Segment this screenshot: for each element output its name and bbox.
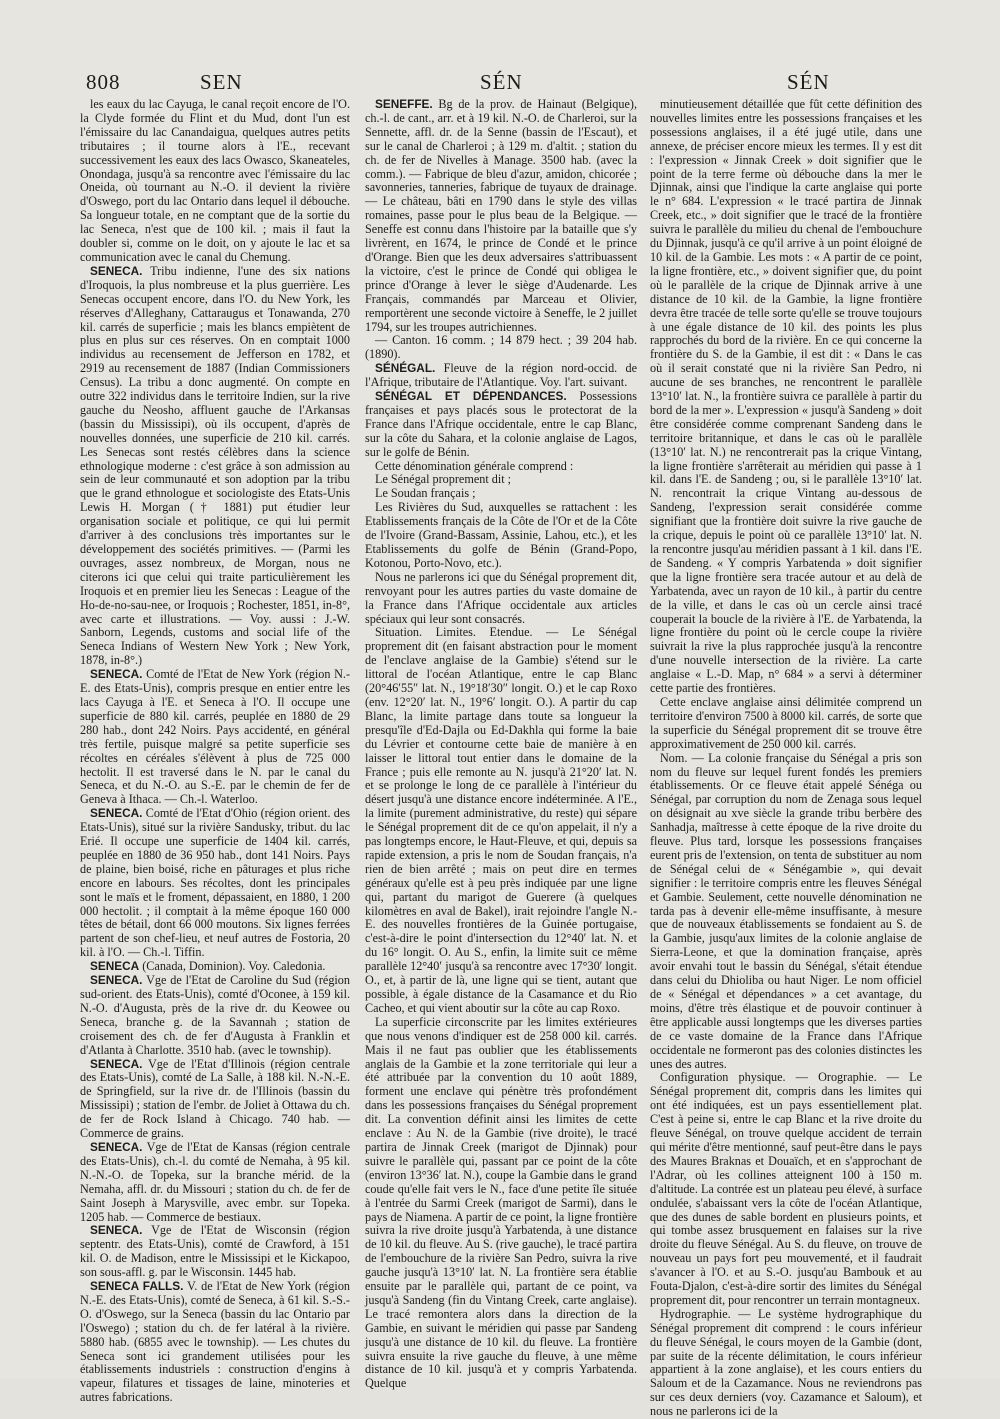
entry-headword: SENECA. (90, 1056, 143, 1071)
entry (365, 460, 637, 474)
entry-text: minutieusement détaillée que fût cette définition des nouvelles limites entre les possessions françaises et les possessions anglaises, il a été jugé utile, dans une annexe, de préciser encore mieux les termes. Il y est dit : l'expression « Jinnak Creek » doit signifier que le point de la terre ferme où débouche dans la mer le Djinnak, ainsi que l'indique la carte anglaise qui porte le n° 684. L'expression « le tracé partira de Jinnak Creek, etc., » doit signifier que le tracé de la frontière suivra le parallèle du milieu du chenal de l'embouchure du Djinnak, jusqu'à ce qu'il arrive à un point éloigné de 10 kil. de la Gambie. Les mots : « A partir de ce point, la ligne frontière, etc., » doivent signifier que, du point où le parallèle de la crique de Djinnak arrive à une distance de 10 kil. de la Gambie, la ligne frontière devra être tracée de telle sorte qu'elle se trouve toujours à une égale distance de 10 kil. des points les plus rapprochés du bord de la rivière. En ce qui concerne la frontière du S. de la Gambie, il est dit : « Dans le cas où il serait constaté que ni la rivière San Pedro, ni aucune de ses branches, ne rencontrent le parallèle 13°10′ lat. N., la frontière suivra ce parallèle à partir du bord de la mer ». L'expression « jusqu'à Sandeng » doit être considérée comme comprenant Sandeng dans le territoire britannique, et dans le cas où le parallèle (13°10′ lat. N.) ne rencontrerait pas la crique Vintang, la ligne frontière s'arrêterait au méridien qui passe à 1 kil. dans l'E. de Sandeng ; ou, si le parallèle 13°10′ lat. N. rencontrait la crique Vintang au-dessous de Sandeng, l'expression serait considérée comme signifiant que la frontière doit suivre la rive gauche de la crique, depuis le point où ce parallèle 13°10′ lat. N. la rencontre jusqu'au méridien passant à 1 kil. dans l'E. de Sandeng. « Y compris Yarbatenda » doit signifier que la ligne frontière sera tracée autour et au delà de Yarbatenda, avec un rayon de 10 kil., à partir du centre de la ville, et dans le cas où un cercle ainsi tracé couperait la boucle de la rivière à l'E. de Yarbatenda, la ligne frontière du point où le cercle coupe la rivière suivrait la rive la plus rapprochée jusqu'à la rencontre d'une nouvelle intersection de la rivière. La carte anglaise « L.-D. Map, n° 684 » a servi à déterminer cette partie des frontières. (650, 97, 922, 696)
entry-text: Tribu indienne, l'une des six nations d'Iroquois, la plus nombreuse et la plus guerrière. Les Senecas occupent encore, dans l'O. du New York, les réserves d'Alleghany, Cattaraugus et Tonawanda, 270 kil. carrés de superficie ; mais les blancs empiètent de plus en plus sur ces réserves. On en comptait 1000 individus au recensement de Jefferson en 1782, et 2919 au recensement de 1887 (Indian Commissioners Census). La tribu a donc augmenté. On compte en outre 322 individus dans le territoire Indien, sur la rive gauche du Neosho, affluent gauche de l'Arkansas (bassin du Mississipi), où ils occupent, d'après de nouvelles données, une superficie de 210 kil. carrés. Les Senecas sont restés célèbres dans la science ethnologique moderne : c'est grâce à son admission au sein de leur communauté et son adoption par la tribu que le grand ethnologue et sociologiste des Etats-Unis Lewis H. Morgan († 1881) put étudier leur organisation sociale et politique, ce qui lui permit d'arriver à des conclusions très importantes sur le développement des sociétés primitives. — (Parmi les ouvrages, assez nombreux, de Morgan, nous ne citerons ici que celui qui traite particulièrement les Iroquois et en premier lieu les Senecas : League of the Ho-de-no-sau-nee, or Iroquois ; Rochester, 1851, in-8°, avec carte et illustrations. — Voy. aussi : J.-W. Sanborn, Legends, customs and social life of the Seneca Indians of Western New York ; New York, 1878, in-8°.) (80, 263, 350, 668)
entry-text: Cette dénomination générale comprend : (375, 458, 574, 473)
entry-headword: SENEFFE. (375, 97, 433, 111)
entry (80, 265, 350, 668)
entry (80, 1141, 350, 1224)
entry (80, 1280, 350, 1405)
entry-text: Nom. — La colonie française du Sénégal a pris son nom du fleuve sur lequel furent fondés les premiers établissements. Or ce fleuve était appelé Sénéga ou Sénégal, par corruption du nom de Zenaga sous lequel on désignait au xve siècle la grande tribu berbère des Sanhadja, maîtresse à cette époque de la rive droite du fleuve. Plus tard, lorsque les possessions françaises eurent pris de l'extension, on tenta de substituer au nom de Sénégal celui de « Sénégambie », qui devait signifier : le territoire compris entre les fleuves Sénégal et Gambie. Seulement, cette nouvelle dénomination ne tarda pas à devenir elle-même insuffisante, à mesure que de nouveaux établissements se fondaient au S. de la Gambie, jusqu'aux limites de la colonie anglaise de Sierra-Leone, et que la domination française, après avoir envahi tout le bassin du Sénégal, s'était étendue dans celui du Dhioliba ou haut Niger. Le nom officiel de « Sénégal et dépendances » a cet avantage, du moins, d'être très élastique et de pouvoir continuer à être applicable aussi longtemps que les diverses parties de ce vaste domaine de la France dans l'Afrique occidentale ne formeront pas des colonies distinctes les unes des autres. (650, 750, 922, 1071)
entry (365, 98, 637, 334)
entry-headword: SÉNÉGAL. (375, 361, 436, 376)
column-3 (650, 97, 922, 1419)
entry-headword: SENECA. (90, 1223, 143, 1238)
entry (365, 626, 637, 1015)
entry-text: Configuration physique. — Orographie. — Le Sénégal proprement dit, compris dans les limites qui ont été indiquées, est un pays essentiellement plat. C'est à peine si, entre le cap Blanc et la rive droite du fleuve Sénégal, on trouve quelque accident de terrain qui mérite d'être mentionné, sauf peut-être dans le pays des Maures Braknas et Douaïch, et en s'approchant de l'Adrar, où les collines atteignent 100 à 150 m. d'altitude. La contrée est un plateau peu élevé, à surface ondulée, s'abaissant vers la côte de l'océan Atlantique, que des dunes de sable bordent en plusieurs points, et qui tombe assez brusquement en falaises sur la rive droite du fleuve Sénégal. Au S. du fleuve, on trouve de nouveau un pays fort peu mouvementé, et il faudrait s'avancer à l'O. et au S.-O. jusqu'au Bambouk et au Fouta-Djalon, c'est-à-dire sortir des limites du Sénégal proprement dit, pour rencontrer un terrain montagneux. (650, 1070, 922, 1307)
header-center-word: SÉN (480, 70, 523, 94)
entry (365, 1016, 637, 1391)
entry-text: Le Soudan français ; (375, 486, 476, 501)
header-left-word: SEN (200, 70, 243, 94)
entry-headword: SENECA. (90, 973, 143, 988)
entry-text: Vge de l'Etat de Caroline du Sud (région sud-orient. des Etats-Unis), comté d'Oconee, à 159 kil. N.-O. d'Augusta, près de la rive dr. du Keowee ou Seneca, branche g. de la Savannah ; station de croisement des ch. de fer d'Augusta à Franklin et d'Atlanta à Charlotte. 3510 hab. (avec le township). (80, 973, 350, 1057)
entry (80, 974, 350, 1057)
entry (650, 696, 922, 752)
entry (365, 334, 637, 362)
entry-headword: SÉNÉGAL ET DÉPENDANCES. (375, 389, 567, 404)
entry (365, 362, 637, 390)
entry (80, 668, 350, 807)
entry-text: Cette enclave anglaise ainsi délimitée comprend un territoire d'environ 7500 à 8000 kil. carrés, de sorte que la superficie du Sénégal proprement dit se trouve être approximativement de 250 000 kil. carrés. (650, 694, 922, 751)
entry (80, 960, 350, 974)
entry (80, 98, 350, 265)
entry-text: Le Sénégal proprement dit ; (375, 472, 512, 487)
entry-text: Vge de l'Etat de Kansas (région centrale des Etats-Unis), ch.-l. du comté de Nemaha, à 95 kil. N.-N.-O. de Topeka, sur la branche mérid. de la Nemaha, affl. dr. du Missouri ; station du ch. de fer de Saint Joseph à Marysville, avec embr. sur Topeka. 1205 hab. — Commerce de bestiaux. (80, 1139, 350, 1224)
entry-text: Vge de l'Etat d'Illinois (région centrale des Etats-Unis), comté de La Salle, à 188 kil. N.-N.-E. de Springfield, sur la rive dr. de l'Illinois (bassin du Mississipi) ; station de l'embr. de Joliet à Ottawa du ch. de fer de Rock Island à Chicago. 740 hab. — Commerce de grains. (80, 1056, 350, 1141)
entry-text: V. de l'Etat de New York (région N.-E. des Etats-Unis), comté de Seneca, à 61 kil. S.-S.-O. d'Oswego, sur la Seneca (bassin du lac Ontario par l'Oswego) ; station du ch. de fer latéral à la rivière. 5880 hab. (6855 avec le township). — Les chutes du Seneca sont ici grandement utilisées pour les établissements industriels : construction d'engins à vapeur, filatures et tissages de laine, minoteries et autres fabrications. (80, 1279, 351, 1405)
entry (650, 1308, 922, 1419)
entry (650, 752, 922, 1072)
entry-text: Bg de la prov. de Hainaut (Belgique), ch.-l. de cant., arr. et à 19 kil. N.-O. de Charleroi, sur la Sennette, affl. dr. de la Senne (bassin de l'Escaut), et sur le canal de Charleroi ; à 129 m. d'altit. ; station du ch. de fer de Nivelles à Manage. 3500 hab. (avec la comm.). — Fabrique de bleu d'azur, amidon, chicorée ; savonneries, tanneries, fabrique de tuyaux de drainage. — Le château, bâti en 1790 dans le style des villas romaines, passe pour le plus beau de la Belgique. — Seneffe est connu dans l'histoire par la bataille que s'y livrèrent, en 1674, le prince de Condé et le prince d'Orange. Bien que les deux adversaires s'attribuassent la victoire, c'est le prince de Condé qui obligea le prince d'Orange à lever le siège d'Audenarde. Les Français, commandés par Marceau et Olivier, remportèrent une seconde victoire à Seneffe, le 2 juillet 1794, sur les troupes autrichiennes. (365, 97, 638, 334)
entry (650, 98, 922, 696)
column-1 (80, 97, 351, 1405)
entry-text: Nous ne parlerons ici que du Sénégal proprement dit, renvoyant pour les autres parties du vaste domaine de la France dans l'Afrique occidentale aux articles spéciaux qui leur sont consacrés. (365, 569, 637, 626)
entry-text: Comté de l'Etat d'Ohio (région orient. des Etats-Unis), situé sur la rivière Sandusky, tribut. du lac Erié. Il occupe une superficie de 1404 kil. carrés, peuplée en 1880 de 36 950 hab., dont 141 Noirs. Pays de plaine, bien boisé, riche en pâturages et plus riche encore en labours. Ses récoltes, dont les principales sont le maïs et le froment, dépassaient, en 1880, 1 200 000 hectolit. ; il comptait à la même époque 160 000 têtes de bétail, dont 66 000 moutons. Six lignes ferrées partent de son chef-lieu, et neuf autres de Fostoria, 20 kil. à l'O. — Ch.-l. Tiffin. (80, 806, 350, 960)
entry-text: Hydrographie. — Le système hydrographique du Sénégal proprement dit comprend : le cours inférieur du fleuve Sénégal, le cours moyen de la Gambie (dont, par suite de la récente délimitation, le cours inférieur appartient à la zone anglaise), et les cours entiers du Saloum et de la Cazamance. Nous ne reviendrons pas sur ces deux derniers (voy. Cazamance et Saloum), et nous ne parlerons ici de la (650, 1306, 922, 1419)
column-2 (365, 97, 638, 1391)
entry-text: Comté de l'Etat de New York (région N.-E. des Etats-Unis), compris presque en entier entre les lacs Cayuga à l'E. et Seneca à l'O. Il occupe une superficie de 880 kil. carrés, peuplée en 1880 de 29 280 hab., dont 242 Noirs. Pays accidenté, en général très fertile, puisque malgré sa petite superficie ses récoltes en céréales s'élèvent à plus de 725 000 hectolit. Il est traversé dans le N. par le canal du Seneca, et du N.-O. au S.-E. par le chemin de fer de Geneva à Ithaca. — Ch.-l. Waterloo. (80, 667, 350, 807)
entry-text: Situation. Limites. Etendue. — Le Sénégal proprement dit (en faisant abstraction pour le moment de l'enclave anglaise de la Gambie) s'étend sur le littoral de l'océan Atlantique, entre le cap Blanc (20°46′55″ lat. N., 19°18′30″ longit. O.) et le cap Roxo (env. 12°20′ lat. N., 19°6′ longit. O.). A partir du cap Blanc, la limite partage dans toute sa longueur la presqu'île d'Ed-Dajla ou Ed-Dakhla qui forme la baie du Lévrier et contourne cette baie de manière à en laisser le littoral tout entier dans le domaine de la France ; puis elle remonte au N. jusqu'à 21°20′ lat. N. et se prolonge le long de ce parallèle à l'intérieur du désert jusqu'à une distance encore indéterminée. A l'E., la limite (purement administrative, du reste) qui sépare le Sénégal proprement dit de ce qu'on appelait, il n'y a pas longtemps encore, le Haut-Fleuve, et qui, depuis sa rapide extension, a pris le nom de Soudan français, n'a rien de bien arrêté ; mais on peut dire en termes généraux qu'elle est à peu près indiquée par une ligne qui, partant du marigot de Guerere (à quelques kilomètres en aval de Bakel), irait rejoindre l'angle N.-E. des nouvelles frontières de la Guinée portugaise, c'est-à-dire le point d'intersection du 12°40′ lat. N. et du 16° longit. O. Au S., enfin, la limite suit ce même parallèle 12°40′ jusqu'à sa rencontre avec 17°30′ longit. O., et, à partir de là, une ligne qui se tient, autant que possible, à égale distance de la Casamance et du Rio Cacheo, et qui vient aboutir sur la côte au cap Roxo. (365, 625, 637, 1015)
entry (365, 487, 637, 501)
entry-text: La superficie circonscrite par les limites extérieures que nous venons d'indiquer est de 258 000 kil. carrés. Mais il ne faut pas oublier que les établissements anglais de la Gambie et la zone territoriale qui leur a été attribuée par la convention du 10 août 1889, forment une enclave qui pénètre très profondément dans les possessions françaises du Sénégal proprement dit. La convention définit ainsi les limites de cette enclave : Au N. de la Gambie (rive droite), le tracé partira de Jinnak Creek (marigot de Djinnak) pour suivre le parallèle qui, passant par ce point de la côte (environ 13°36′ lat. N.), coupe la Gambie dans le grand coude qu'elle fait vers le N., face d'une petite île située à l'entrée du Sarmi Creek (marigot de Sarmi), dans le pays de Niamena. A partir de ce point, la ligne frontière suivra la rive droite jusqu'à Yarbatenda, à une distance de 10 kil. du fleuve. Au S. (rive gauche), le tracé partira de l'embouchure de la rivière San Pedro, suivra la rive gauche jusqu'à 13°10′ lat. N. La frontière sera établie ensuite par le parallèle qui, partant de ce point, va jusqu'à Sandeng (fin du Vintang Creek, carte anglaise). Le tracé remontera alors dans la direction de la Gambie, en suivant le méridien qui passe par Sandeng jusqu'à une distance de 10 kil. du fleuve. La frontière suivra ensuite la rive gauche du fleuve, à une même distance de 10 kil. jusqu'à et y compris Yarbatenda. Quelque (365, 1014, 637, 1391)
header-right-word: SÉN (787, 70, 830, 94)
entry-headword: SENECA FALLS. (90, 1279, 184, 1294)
entry-text: (Canada, Dominion). Voy. Caledonia. (142, 959, 326, 974)
entry (365, 473, 637, 487)
entry (80, 807, 350, 960)
entry-text: Fleuve de la région nord-occid. de l'Afrique, tributaire de l'Atlantique. Voy. l'art. suivant. (365, 361, 637, 390)
entry (365, 571, 637, 627)
entry-text: — Canton. 16 comm. ; 14 879 hect. ; 39 204 hab. (1890). (365, 333, 637, 362)
entry-headword: SENECA (90, 959, 140, 974)
entry-text: Possessions françaises et pays placés sous le protectorat de la France dans l'Afrique occidentale, entre le cap Blanc, sur la côte du Sahara, et la colonie anglaise de Lagos, sur le golfe de Bénin. (365, 389, 637, 459)
entry-headword: SENECA. (90, 806, 143, 821)
entry-text: les eaux du lac Cayuga, le canal reçoit encore de l'O. la Clyde formée du Flint et du Mud, dont l'un est l'émissaire du lac Canandaigua, quelques autres petits tributaires ; il tourne alors à l'E., recevant successivement les eaux des lacs Owasco, Skaneateles, Onondaga, jusqu'à sa rencontre avec l'émissaire du lac Oneida, où tournant au N.-O. il devient la rivière d'Oswego, port du lac Ontario dans lequel il débouche. Sa longueur totale, en ne comptant que de la sortie du lac Seneca, n'est que de 100 kil. ; mais il faut la doubler si, comme on le doit, on y ajoute le lac et sa communication avec le canal du Chemung. (80, 97, 350, 264)
entry-text: Vge de l'Etat de Wisconsin (région septentr. des Etats-Unis), comté de Crawford, à 151 kil. O. de Madison, entre le Mississipi et le Kickapoo, son sous-affl. g. par le Wisconsin. 1445 hab. (80, 1223, 350, 1280)
entry-headword: SENECA. (90, 667, 143, 682)
entry (365, 501, 637, 571)
entry-headword: SENECA. (90, 263, 143, 278)
entry-headword: SENECA. (90, 1139, 143, 1154)
entry (650, 1071, 922, 1307)
entry (365, 390, 637, 460)
entry (80, 1058, 350, 1141)
entry (80, 1224, 350, 1280)
page-number: 808 (86, 70, 121, 94)
entry-text: Les Rivières du Sud, auxquelles se rattachent : les Etablissements français de la Côte de l'Or et de la Côte de l'Ivoire (Grand-Bassam, Assinie, Lahou, etc.), et les Etablissements du golfe de Bénin (Grand-Popo, Kotonou, Porto-Novo, etc.). (365, 500, 637, 570)
